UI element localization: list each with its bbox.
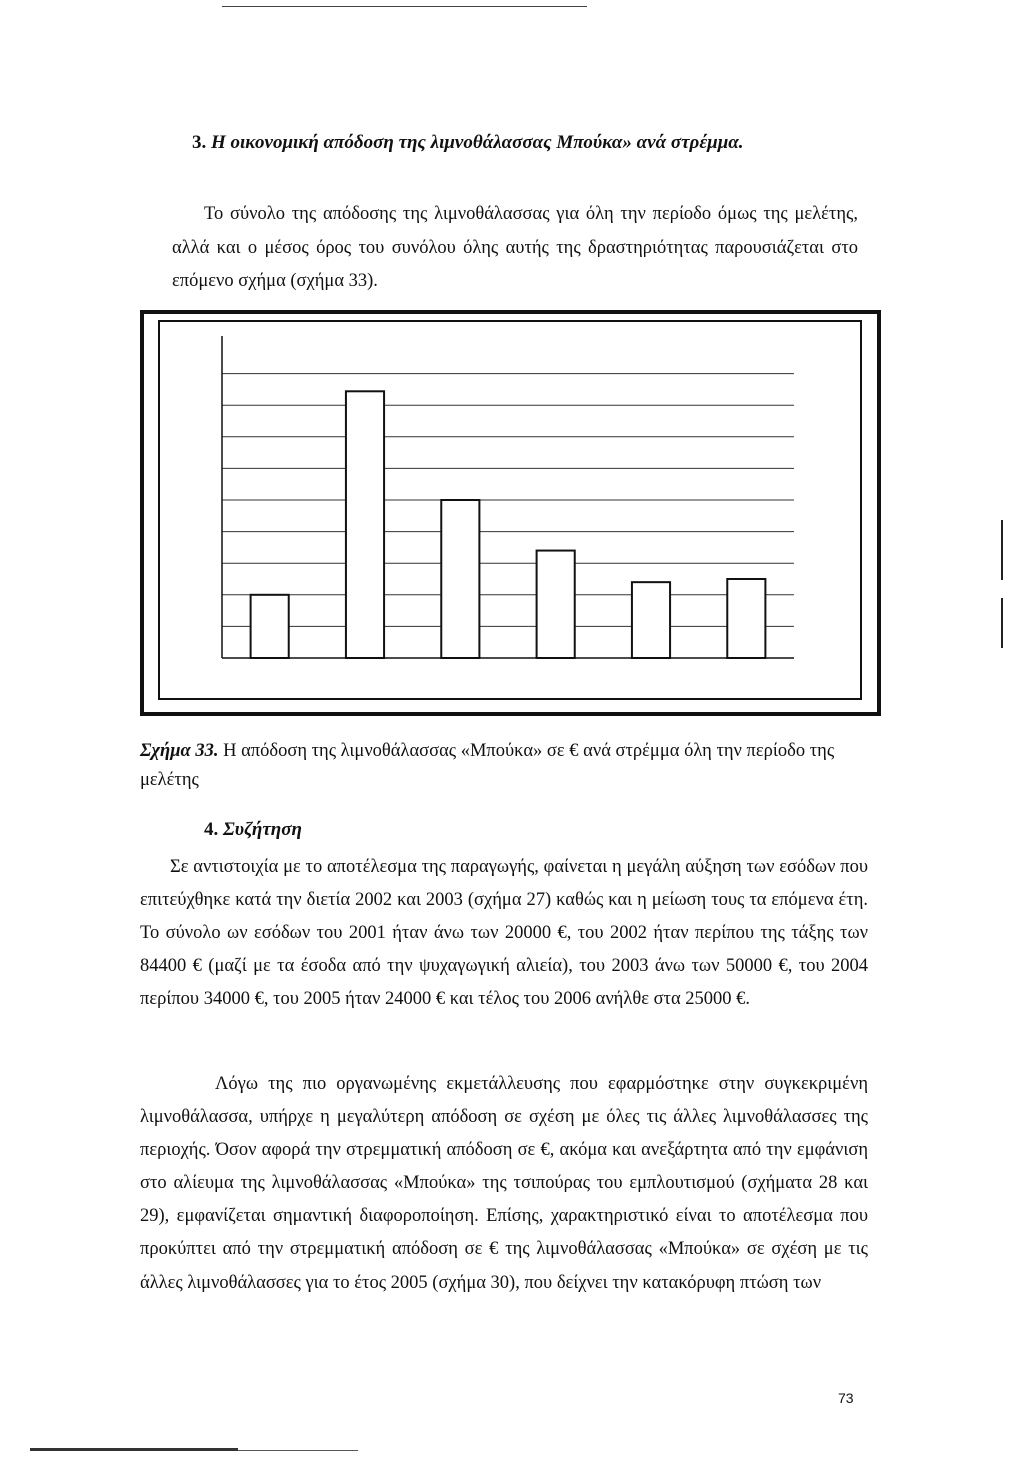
bar-2006 [727,579,765,658]
section-4-heading [204,818,302,842]
bottom-rule-thin [238,1450,358,1451]
top-rule [222,6,587,7]
caption-text: Η απόδοση της λιμνοθάλασσας «Μπούκα» σε € ανά στρέμμα όλη την περίοδο της μελέτης [140,741,835,790]
figure-33-frame [140,310,881,716]
heading-text: Η οικονομική απόδοση της λιμνοθάλασσας Μπούκα» ανά στρέμμα. [211,132,744,153]
intro-paragraph: Το σύνολο της απόδοσης της λιμνοθάλασσας για όλη την περίοδο όμως της μελέτης, αλλά και ο μέσος όρος του συνόλου όλης αυτής της δραστηριότητας παρουσιάζεται στο επόμενο σχήμα (σχήμα 33). [172,204,858,291]
figure-caption [140,737,860,795]
bar-2003 [441,500,479,658]
caption-label: Σχήμα 33. [140,741,219,761]
bar-chart [160,322,860,698]
section-3-heading [192,131,744,155]
section-title: Συζήτηση [223,819,302,840]
discussion-paragraph-1: Σε αντιστοιχία με το αποτέλεσμα της παραγωγής, φαίνεται η μεγάλη αύξηση των εσόδων που επιτεύχθηκε κατά την διετία 2002 και 2003 (σχήμα 27) καθώς και η μείωση τους τα επόμενα έτη. Το σύνολο ων εσόδων του 2001 ήταν άνω των 20000 €, του 2002 ήταν περίπου της τάξης των 84400 € (μαζί με τα έσοδα από την ψυχαγωγική αλιεία), του 2003 άνω των 50000 €, του 2004 περίπου 34000 €, του 2005 ήταν 24000 € και τέλος του 2006 ανήλθε στα 25000 €. [140,857,868,1010]
bar-2005 [632,582,670,658]
bar-2004 [537,551,575,658]
section-number: 4. [204,819,219,840]
bottom-rule [30,1448,238,1451]
chart-inner-border [158,320,862,700]
gridlines [222,374,794,627]
edge-mark [1001,520,1003,580]
heading-number: 3. [192,132,207,153]
bar-2001 [251,595,289,658]
page-number: 73 [838,1390,854,1406]
edge-mark [1001,598,1003,648]
bar-2002 [346,391,384,658]
discussion-paragraph-2: Λόγω της πιο οργανωμένης εκμετάλλευσης που εφαρμόστηκε στην συγκεκριμένη λιμνοθάλασσα, υπήρχε η μεγαλύτερη απόδοση σε σχέση με όλες τις άλλες λιμνοθάλασσες της περιοχής. Όσον αφορά την στρεμματική απόδοση σε €, ακόμα και ανεξάρτητα από την εμφάνιση στο αλίευμα της λιμνοθάλασσας «Μπούκα» της τσιπούρας του εμπλουτισμού (σχήματα 28 και 29), εμφανίζεται σημαντική διαφοροποίηση. Επίσης, χαρακτηριστικό είναι το αποτέλεσμα που προκύπτει από την στρεμματική απόδοση σε € της λιμνοθάλασσας «Μπούκα» σε σχέση με τις άλλες λιμνοθάλασσες για το έτος 2005 (σχήμα 30), που δείχνει την κατακόρυφη πτώση των [140,1074,868,1293]
bars [251,391,766,658]
